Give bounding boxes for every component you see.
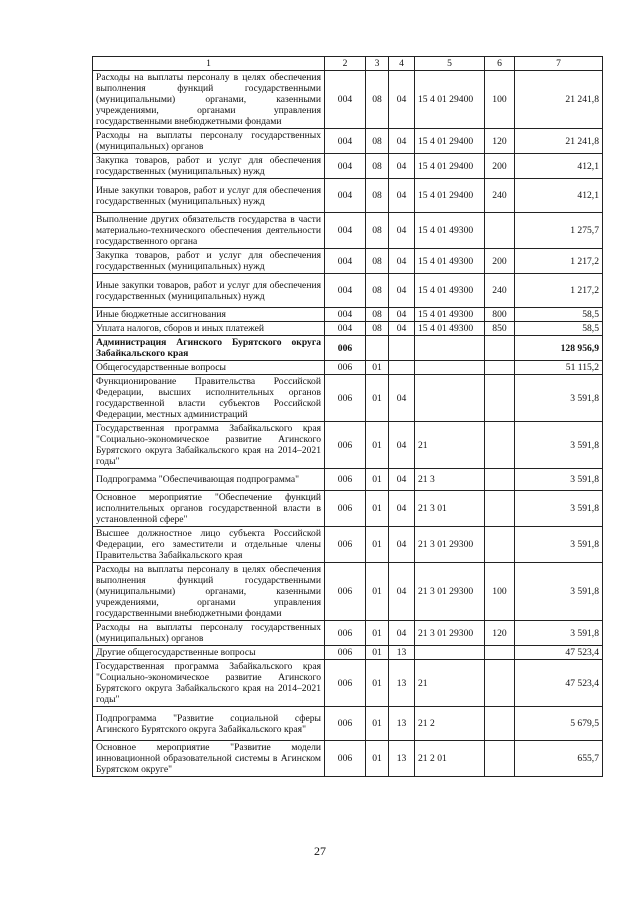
table-row bbox=[93, 741, 603, 777]
row-label-cell: Расходы на выплаты персоналу в целях обеспечения выполнения функций государственными (муниципальными) органами, казенными учреждениями, органами управления государственными внебюджетными фондами bbox=[93, 563, 325, 621]
target-article-code-cell: 15 4 01 29400 bbox=[415, 71, 485, 129]
subsection-code-cell: 04 bbox=[389, 527, 415, 563]
section-code-cell: 01 bbox=[366, 469, 389, 491]
expense-type-code-cell: 240 bbox=[485, 179, 515, 213]
subsection-code-cell: 04 bbox=[389, 491, 415, 527]
expense-type-code-cell bbox=[485, 469, 515, 491]
ministry-code-cell: 004 bbox=[325, 308, 366, 322]
table-row bbox=[93, 274, 603, 308]
expense-type-code-cell bbox=[485, 361, 515, 375]
expense-type-code-cell bbox=[485, 646, 515, 660]
ministry-code-cell: 004 bbox=[325, 274, 366, 308]
ministry-code-cell: 004 bbox=[325, 129, 366, 154]
table-row bbox=[93, 422, 603, 469]
amount-cell: 655,7 bbox=[515, 741, 603, 777]
subsection-code-cell: 13 bbox=[389, 741, 415, 777]
ministry-code-cell: 006 bbox=[325, 646, 366, 660]
table-row bbox=[93, 129, 603, 154]
expense-type-code-cell bbox=[485, 707, 515, 741]
target-article-code-cell: 21 3 01 29300 bbox=[415, 563, 485, 621]
amount-cell: 58,5 bbox=[515, 322, 603, 336]
target-article-code-cell: 21 2 01 bbox=[415, 741, 485, 777]
header-row bbox=[93, 57, 603, 71]
target-article-code-cell: 21 3 01 bbox=[415, 491, 485, 527]
subsection-code-cell: 04 bbox=[389, 274, 415, 308]
amount-cell: 3 591,8 bbox=[515, 621, 603, 646]
section-code-cell: 08 bbox=[366, 308, 389, 322]
amount-cell: 412,1 bbox=[515, 179, 603, 213]
subsection-code-cell: 04 bbox=[389, 322, 415, 336]
ministry-code-cell: 006 bbox=[325, 375, 366, 422]
ministry-code-cell: 004 bbox=[325, 71, 366, 129]
table-row bbox=[93, 621, 603, 646]
amount-cell: 5 679,5 bbox=[515, 707, 603, 741]
table-row bbox=[93, 322, 603, 336]
section-code-cell: 01 bbox=[366, 527, 389, 563]
amount-cell: 3 591,8 bbox=[515, 375, 603, 422]
section-code-cell: 08 bbox=[366, 213, 389, 249]
row-label-cell: Основное мероприятие "Обеспечение функций исполнительных органов государственной власти в установленной сфере" bbox=[93, 491, 325, 527]
expense-type-code-cell: 100 bbox=[485, 563, 515, 621]
ministry-code-cell: 006 bbox=[325, 491, 366, 527]
row-label-cell: Государственная программа Забайкальского края "Социально-экономическое развитие Агинского Бурятского округа Забайкальского края на 2014–2021 годы" bbox=[93, 660, 325, 707]
row-label-cell: Государственная программа Забайкальского края "Социально-экономическое развитие Агинского Бурятского округа Забайкальского края на 2014–2021 годы" bbox=[93, 422, 325, 469]
target-article-code-cell bbox=[415, 336, 485, 361]
table-row bbox=[93, 336, 603, 361]
amount-cell: 47 523,4 bbox=[515, 646, 603, 660]
target-article-code-cell bbox=[415, 375, 485, 422]
row-label-cell: Подпрограмма "Обеспечивающая подпрограмма" bbox=[93, 469, 325, 491]
target-article-code-cell: 15 4 01 49300 bbox=[415, 249, 485, 274]
table-row bbox=[93, 179, 603, 213]
expense-type-code-cell bbox=[485, 491, 515, 527]
table-row bbox=[93, 308, 603, 322]
section-code-cell: 08 bbox=[366, 179, 389, 213]
header-cell-7: 7 bbox=[515, 57, 603, 71]
ministry-code-cell: 004 bbox=[325, 213, 366, 249]
section-code-cell: 01 bbox=[366, 563, 389, 621]
section-code-cell: 01 bbox=[366, 422, 389, 469]
subsection-code-cell bbox=[389, 361, 415, 375]
section-code-cell: 08 bbox=[366, 249, 389, 274]
subsection-code-cell: 04 bbox=[389, 422, 415, 469]
amount-cell: 21 241,8 bbox=[515, 71, 603, 129]
target-article-code-cell bbox=[415, 361, 485, 375]
section-code-cell: 01 bbox=[366, 361, 389, 375]
table-row bbox=[93, 707, 603, 741]
section-code-cell: 01 bbox=[366, 646, 389, 660]
expense-type-code-cell bbox=[485, 527, 515, 563]
target-article-code-cell: 21 3 01 29300 bbox=[415, 527, 485, 563]
header-cell-5: 5 bbox=[415, 57, 485, 71]
section-code-cell: 01 bbox=[366, 741, 389, 777]
amount-cell: 3 591,8 bbox=[515, 563, 603, 621]
subsection-code-cell: 13 bbox=[389, 646, 415, 660]
target-article-code-cell: 21 bbox=[415, 422, 485, 469]
subsection-code-cell: 13 bbox=[389, 660, 415, 707]
table-row bbox=[93, 361, 603, 375]
table-row bbox=[93, 646, 603, 660]
subsection-code-cell: 04 bbox=[389, 179, 415, 213]
row-label-cell: Функционирование Правительства Российской Федерации, высших исполнительных органов государственной власти субъектов Российской Федерации, местных администраций bbox=[93, 375, 325, 422]
subsection-code-cell: 04 bbox=[389, 129, 415, 154]
header-cell-1: 1 bbox=[93, 57, 325, 71]
amount-cell: 1 217,2 bbox=[515, 249, 603, 274]
budget-table bbox=[92, 56, 603, 777]
expense-type-code-cell bbox=[485, 375, 515, 422]
row-label-cell: Выполнение других обязательств государства в части материально-технического обеспечения деятельности государственного органа bbox=[93, 213, 325, 249]
row-label-cell: Уплата налогов, сборов и иных платежей bbox=[93, 322, 325, 336]
target-article-code-cell: 15 4 01 49300 bbox=[415, 322, 485, 336]
row-label-cell: Высшее должностное лицо субъекта Российской Федерации, его заместители и отдельные члены Правительства Забайкальского края bbox=[93, 527, 325, 563]
amount-cell: 1 275,7 bbox=[515, 213, 603, 249]
subsection-code-cell: 13 bbox=[389, 707, 415, 741]
expense-type-code-cell: 200 bbox=[485, 249, 515, 274]
ministry-code-cell: 006 bbox=[325, 469, 366, 491]
ministry-code-cell: 006 bbox=[325, 621, 366, 646]
section-code-cell: 08 bbox=[366, 154, 389, 179]
row-label-cell: Закупка товаров, работ и услуг для обеспечения государственных (муниципальных) нужд bbox=[93, 249, 325, 274]
ministry-code-cell: 006 bbox=[325, 660, 366, 707]
amount-cell: 1 217,2 bbox=[515, 274, 603, 308]
subsection-code-cell: 04 bbox=[389, 469, 415, 491]
header-cell-6: 6 bbox=[485, 57, 515, 71]
table-row bbox=[93, 249, 603, 274]
amount-cell: 3 591,8 bbox=[515, 527, 603, 563]
table-row bbox=[93, 469, 603, 491]
row-label-cell: Расходы на выплаты персоналу государственных (муниципальных) органов bbox=[93, 621, 325, 646]
ministry-code-cell: 006 bbox=[325, 741, 366, 777]
subsection-code-cell: 04 bbox=[389, 308, 415, 322]
expense-type-code-cell bbox=[485, 422, 515, 469]
target-article-code-cell: 15 4 01 29400 bbox=[415, 179, 485, 213]
header-cell-2: 2 bbox=[325, 57, 366, 71]
expense-type-code-cell: 120 bbox=[485, 621, 515, 646]
section-code-cell bbox=[366, 336, 389, 361]
target-article-code-cell: 21 3 01 29300 bbox=[415, 621, 485, 646]
expense-type-code-cell: 100 bbox=[485, 71, 515, 129]
page-number: 27 bbox=[314, 844, 326, 858]
row-label-cell: Иные закупки товаров, работ и услуг для обеспечения государственных (муниципальных) нужд bbox=[93, 274, 325, 308]
ministry-code-cell: 004 bbox=[325, 322, 366, 336]
table-row bbox=[93, 660, 603, 707]
target-article-code-cell: 15 4 01 49300 bbox=[415, 308, 485, 322]
target-article-code-cell: 15 4 01 29400 bbox=[415, 129, 485, 154]
section-code-cell: 08 bbox=[366, 322, 389, 336]
section-code-cell: 08 bbox=[366, 71, 389, 129]
table-row bbox=[93, 527, 603, 563]
table-row bbox=[93, 491, 603, 527]
amount-cell: 51 115,2 bbox=[515, 361, 603, 375]
section-code-cell: 08 bbox=[366, 129, 389, 154]
target-article-code-cell: 21 2 bbox=[415, 707, 485, 741]
amount-cell: 128 956,9 bbox=[515, 336, 603, 361]
target-article-code-cell: 21 bbox=[415, 660, 485, 707]
subsection-code-cell: 04 bbox=[389, 154, 415, 179]
expense-type-code-cell: 850 bbox=[485, 322, 515, 336]
ministry-code-cell: 004 bbox=[325, 249, 366, 274]
ministry-code-cell: 006 bbox=[325, 336, 366, 361]
ministry-code-cell: 006 bbox=[325, 422, 366, 469]
expense-type-code-cell: 240 bbox=[485, 274, 515, 308]
ministry-code-cell: 004 bbox=[325, 154, 366, 179]
expense-type-code-cell: 800 bbox=[485, 308, 515, 322]
subsection-code-cell: 04 bbox=[389, 563, 415, 621]
table-row bbox=[93, 375, 603, 422]
table-row bbox=[93, 213, 603, 249]
section-code-cell: 08 bbox=[366, 274, 389, 308]
expense-type-code-cell bbox=[485, 741, 515, 777]
header-cell-4: 4 bbox=[389, 57, 415, 71]
target-article-code-cell: 15 4 01 49300 bbox=[415, 274, 485, 308]
subsection-code-cell: 04 bbox=[389, 213, 415, 249]
row-label-cell: Подпрограмма "Развитие социальной сферы Агинского Бурятского округа Забайкальского края" bbox=[93, 707, 325, 741]
section-code-cell: 01 bbox=[366, 621, 389, 646]
ministry-code-cell: 006 bbox=[325, 361, 366, 375]
subsection-code-cell: 04 bbox=[389, 249, 415, 274]
section-code-cell: 01 bbox=[366, 660, 389, 707]
table-row bbox=[93, 563, 603, 621]
row-label-cell: Администрация Агинского Бурятского округа Забайкальского края bbox=[93, 336, 325, 361]
row-label-cell: Иные закупки товаров, работ и услуг для обеспечения государственных (муниципальных) нужд bbox=[93, 179, 325, 213]
amount-cell: 58,5 bbox=[515, 308, 603, 322]
expense-type-code-cell: 200 bbox=[485, 154, 515, 179]
row-label-cell: Расходы на выплаты персоналу государственных (муниципальных) органов bbox=[93, 129, 325, 154]
target-article-code-cell bbox=[415, 646, 485, 660]
row-label-cell: Другие общегосударственные вопросы bbox=[93, 646, 325, 660]
table-row bbox=[93, 154, 603, 179]
subsection-code-cell: 04 bbox=[389, 71, 415, 129]
ministry-code-cell: 004 bbox=[325, 179, 366, 213]
target-article-code-cell: 21 3 bbox=[415, 469, 485, 491]
section-code-cell: 01 bbox=[366, 707, 389, 741]
section-code-cell: 01 bbox=[366, 375, 389, 422]
header-cell-3: 3 bbox=[366, 57, 389, 71]
amount-cell: 3 591,8 bbox=[515, 469, 603, 491]
row-label-cell: Общегосударственные вопросы bbox=[93, 361, 325, 375]
amount-cell: 3 591,8 bbox=[515, 422, 603, 469]
row-label-cell: Основное мероприятие "Развитие модели инновационной образовательной системы в Агинском Бурятском округе" bbox=[93, 741, 325, 777]
ministry-code-cell: 006 bbox=[325, 527, 366, 563]
amount-cell: 412,1 bbox=[515, 154, 603, 179]
section-code-cell: 01 bbox=[366, 491, 389, 527]
expense-type-code-cell: 120 bbox=[485, 129, 515, 154]
expense-type-code-cell bbox=[485, 213, 515, 249]
expense-type-code-cell bbox=[485, 336, 515, 361]
row-label-cell: Расходы на выплаты персоналу в целях обеспечения выполнения функций государственными (муниципальными) органами, казенными учреждениями, органами управления государственными внебюджетными фондами bbox=[93, 71, 325, 129]
row-label-cell: Иные бюджетные ассигнования bbox=[93, 308, 325, 322]
subsection-code-cell bbox=[389, 336, 415, 361]
table-row bbox=[93, 71, 603, 129]
expense-type-code-cell bbox=[485, 660, 515, 707]
amount-cell: 21 241,8 bbox=[515, 129, 603, 154]
subsection-code-cell: 04 bbox=[389, 375, 415, 422]
amount-cell: 47 523,4 bbox=[515, 660, 603, 707]
ministry-code-cell: 006 bbox=[325, 707, 366, 741]
row-label-cell: Закупка товаров, работ и услуг для обеспечения государственных (муниципальных) нужд bbox=[93, 154, 325, 179]
target-article-code-cell: 15 4 01 49300 bbox=[415, 213, 485, 249]
amount-cell: 3 591,8 bbox=[515, 491, 603, 527]
subsection-code-cell: 04 bbox=[389, 621, 415, 646]
ministry-code-cell: 006 bbox=[325, 563, 366, 621]
target-article-code-cell: 15 4 01 29400 bbox=[415, 154, 485, 179]
